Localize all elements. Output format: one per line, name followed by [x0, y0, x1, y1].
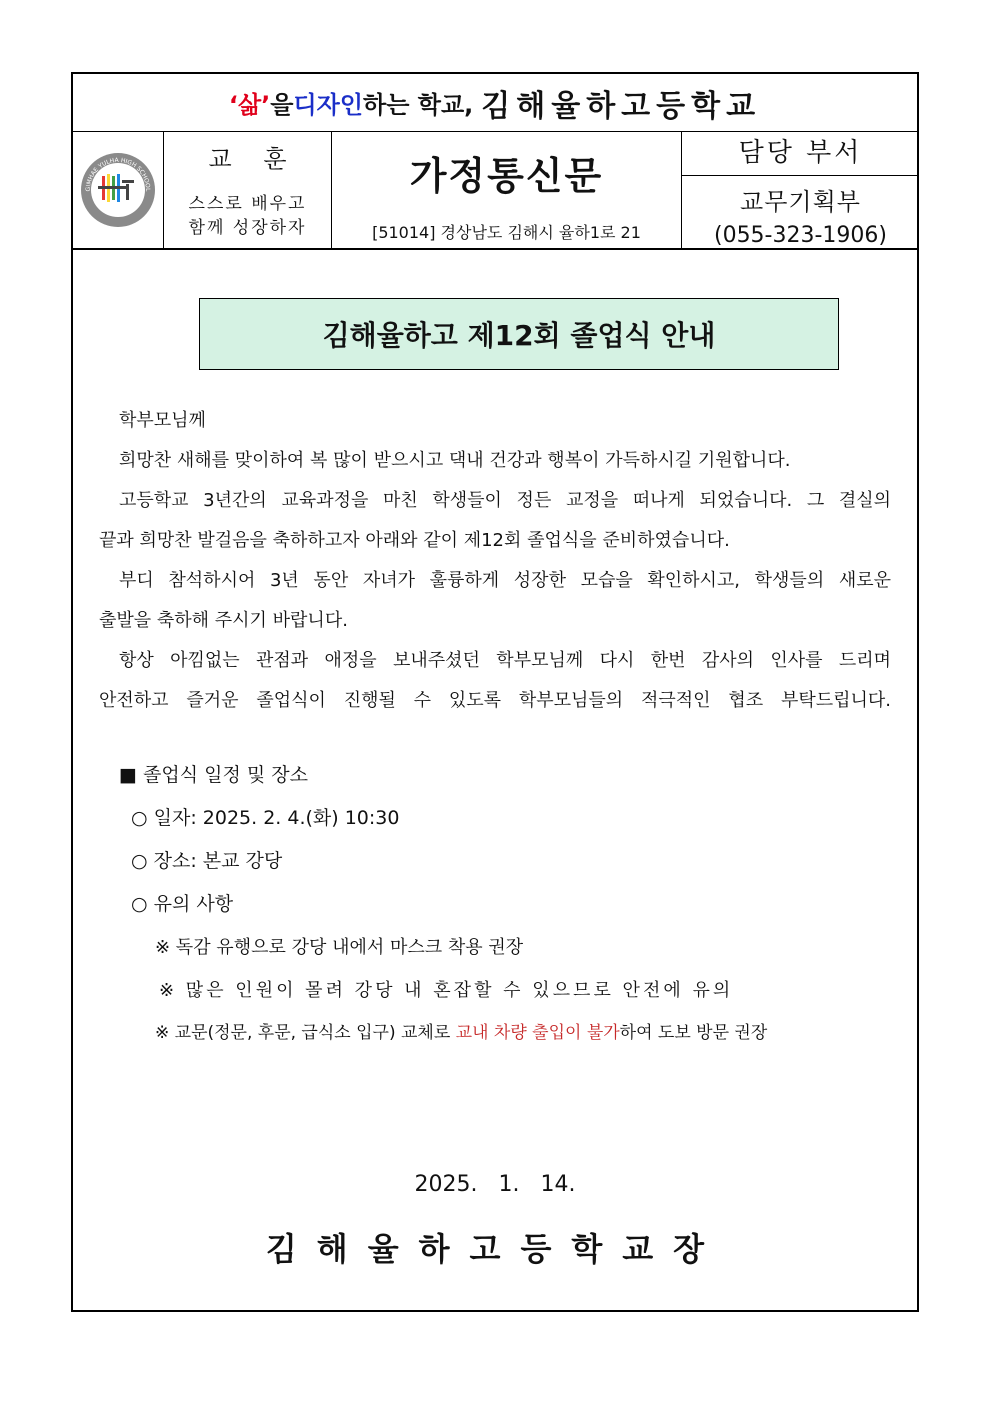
- schedule-notes-label: ○ 유의 사항: [131, 893, 234, 915]
- paragraph-2-line-1: 고등학교 3년간의 교육과정을 마친 학생들이 정든 교정을 떠나게 되었습니다. 그 결실의: [119, 490, 891, 511]
- note-mask: ※ 독감 유행으로 강당 내에서 마스크 착용 권장: [155, 937, 524, 958]
- note-parking-pre: ※ 교문(정문, 후문, 급식소 입구) 교체로: [155, 1023, 456, 1043]
- creed-line-1: 스스로 배우고: [188, 194, 307, 214]
- department-phone: (055-323-1906): [713, 223, 887, 248]
- school-emblem-icon: [78, 150, 158, 230]
- newsletter-header: [73, 131, 917, 250]
- newsletter-title-block: [332, 131, 682, 248]
- principal-signature: 김해율하고등학교장: [265, 1230, 725, 1268]
- creed-text: [164, 192, 331, 240]
- school-address: [51014] 경상남도 김해시 율하1로 21: [372, 223, 641, 242]
- school-motto-banner: [73, 74, 917, 132]
- department-label: 담당 부서: [682, 131, 919, 176]
- paragraph-4-line-2: 안전하고 즐거운 졸업식이 진행될 수 있도록 학부모님들의 적극적인 협조 부탁드립니다.: [99, 690, 891, 711]
- notice-title: 김해율하고 제12회 졸업식 안내: [199, 298, 839, 370]
- motto-keyword: ‘삶’: [228, 91, 271, 119]
- creed-line-2: 함께 성장하자: [188, 218, 307, 238]
- schedule-heading: ■ 졸업식 일정 및 장소: [119, 764, 308, 786]
- creed-label: 교 훈: [208, 145, 299, 173]
- issue-date: 2025. 1. 14.: [414, 1172, 576, 1197]
- motto-text-2: 하는 학교,: [363, 91, 474, 119]
- school-logo: [73, 131, 164, 248]
- school-creed: [164, 131, 332, 248]
- newsletter-title: 가정통신문: [409, 154, 604, 198]
- schedule-date: ○ 일자: 2025. 2. 4.(화) 10:30: [131, 807, 400, 829]
- paragraph-3-line-2: 출발을 축하해 주시기 바랍니다.: [99, 610, 348, 631]
- school-name: 김해율하고등학교: [481, 88, 762, 124]
- greeting: 학부모님께: [119, 410, 206, 431]
- paragraph-2-line-2: 끝과 희망찬 발걸음을 축하하고자 아래와 같이 제12회 졸업식을 준비하였습니다.: [99, 530, 730, 551]
- department-name: 교무기획부: [740, 188, 861, 216]
- motto-text-1: 을: [270, 91, 294, 119]
- note-parking-post: 하여 도보 방문 권장: [619, 1023, 768, 1043]
- department-block: [682, 131, 919, 248]
- note-crowd: ※ 많은 인원이 몰려 강당 내 혼잡할 수 있으므로 안전에 유의: [159, 980, 734, 1001]
- note-parking: [155, 1012, 767, 1055]
- note-parking-warning: 교내 차량 출입이 불가: [455, 1023, 620, 1043]
- paragraph-1: 희망찬 새해를 맞이하여 복 많이 받으시고 댁내 건강과 행복이 가득하시길 기원합니다.: [119, 450, 791, 471]
- logo-text: GIMHAE YULHA HIGH SCHOOL: [84, 156, 152, 192]
- ceremony-schedule: [119, 754, 767, 1055]
- paragraph-3-line-1: 부디 참석하시어 3년 동안 자녀가 훌륭하게 성장한 모습을 확인하시고, 학생들의 새로운: [119, 570, 891, 591]
- motto-design: 디자인: [293, 91, 364, 119]
- schedule-place: ○ 장소: 본교 강당: [131, 850, 283, 872]
- paragraph-4-line-1: 항상 아낌없는 관점과 애정을 보내주셨던 학부모님께 다시 한번 감사의 인사를 드리며: [119, 650, 891, 671]
- letter-body: [99, 401, 891, 721]
- newsletter-frame: [71, 72, 919, 1312]
